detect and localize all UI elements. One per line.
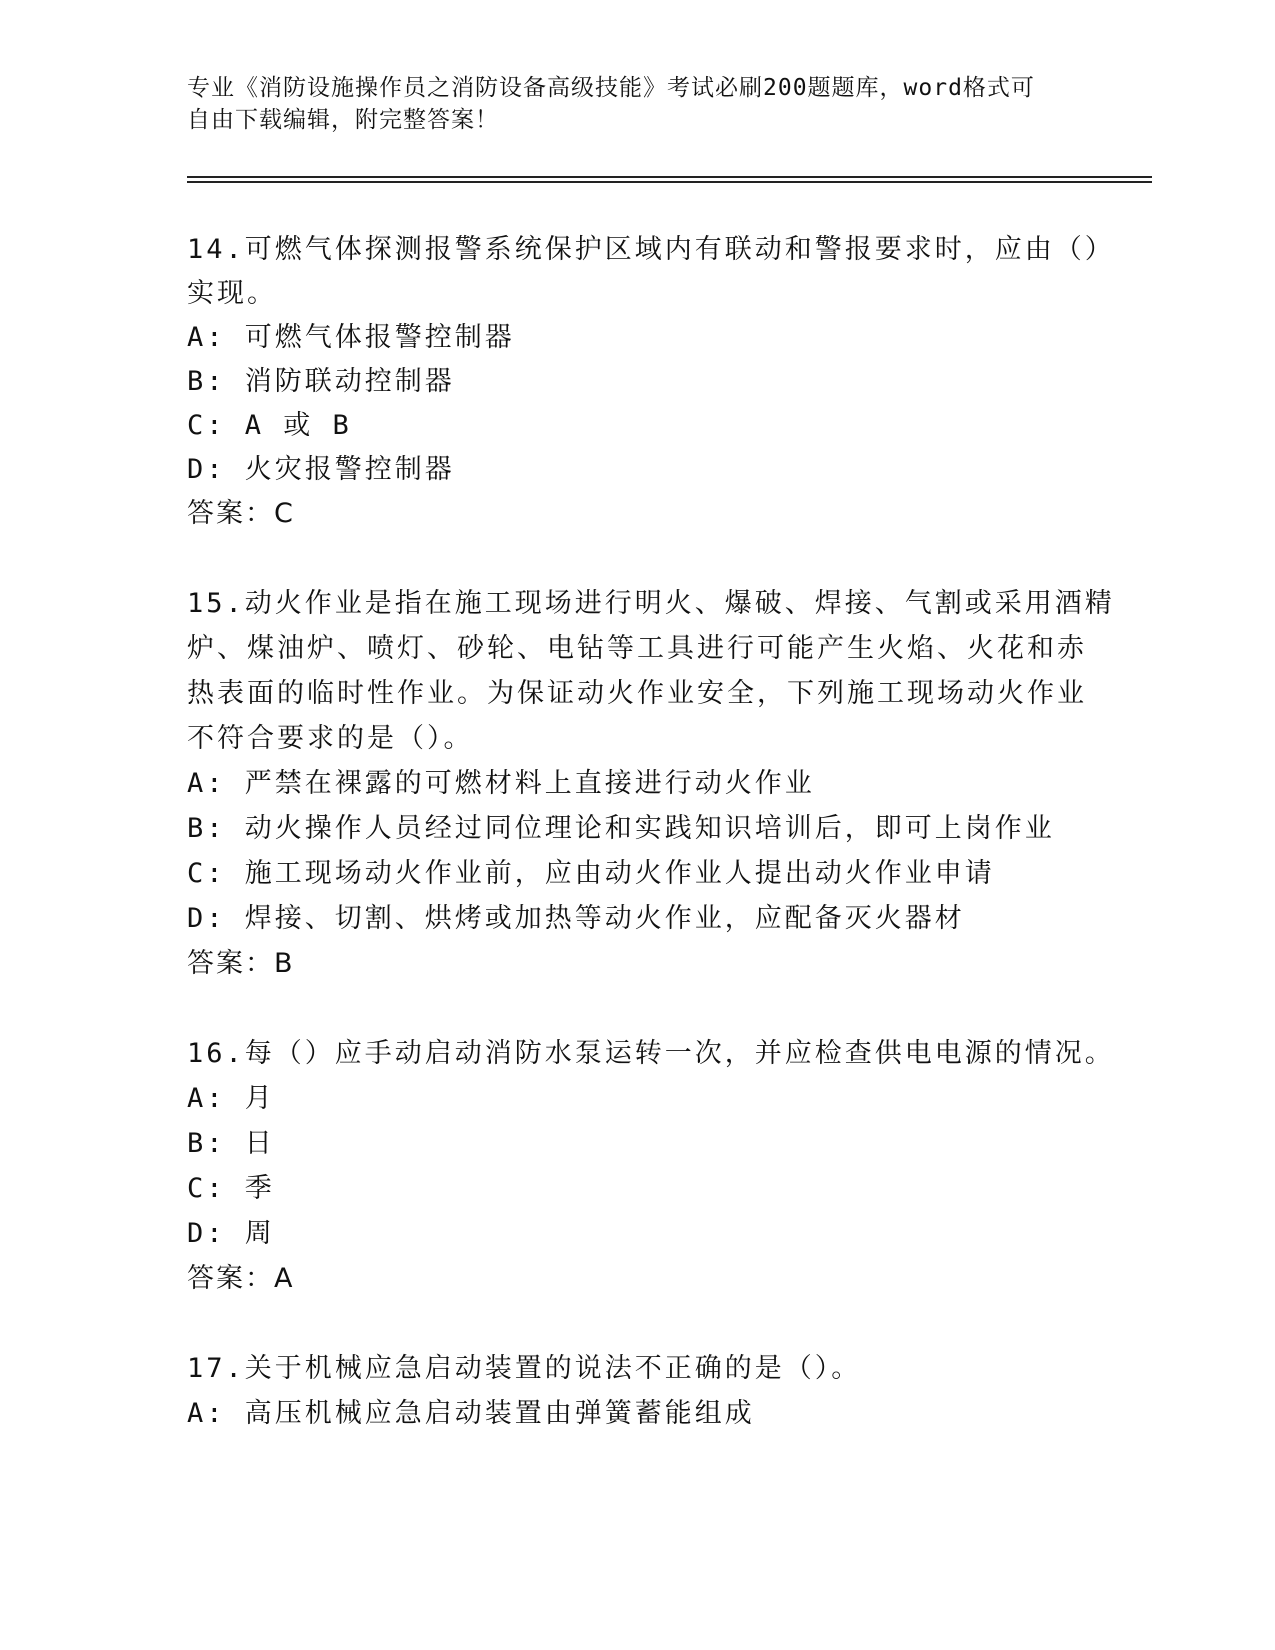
question-16-option-c: C: 季 <box>187 1173 275 1204</box>
question-16-stem-line-1: 16.每（）应手动启动消防水泵运转一次，并应检查供电电源的情况。 <box>187 1038 1115 1069</box>
question-16-option-b: B: 日 <box>187 1128 275 1159</box>
question-14-stem-line-2: 实现。 <box>187 278 277 309</box>
question-15-stem-line-2: 炉、煤油炉、喷灯、砂轮、电钻等工具进行可能产生火焰、火花和赤 <box>187 633 1087 664</box>
question-14-option-a: A: 可燃气体报警控制器 <box>187 322 515 353</box>
question-16-option-d: D: 周 <box>187 1218 275 1249</box>
question-14-stem-line-1: 14.可燃气体探测报警系统保护区域内有联动和警报要求时，应由（） <box>187 234 1115 265</box>
question-16-option-a: A: 月 <box>187 1083 275 1114</box>
question-17-stem-line-1: 17.关于机械应急启动装置的说法不正确的是（）。 <box>187 1353 862 1384</box>
question-15-option-d: D: 焊接、切割、烘烤或加热等动火作业，应配备灭火器材 <box>187 903 965 934</box>
question-15-option-a: A: 严禁在裸露的可燃材料上直接进行动火作业 <box>187 768 815 799</box>
question-15-answer: 答案：B <box>187 948 295 979</box>
question-14-option-d: D: 火灾报警控制器 <box>187 454 455 485</box>
question-17-option-a: A: 高压机械应急启动装置由弹簧蓄能组成 <box>187 1398 755 1429</box>
question-15-stem-line-3: 热表面的临时性作业。为保证动火作业安全，下列施工现场动火作业 <box>187 678 1087 709</box>
header-line-2: 自由下载编辑，附完整答案！ <box>187 107 499 133</box>
question-14-option-b: B: 消防联动控制器 <box>187 366 455 397</box>
header-divider-bottom <box>187 181 1152 183</box>
question-16-answer: 答案：A <box>187 1263 295 1294</box>
header-divider-top <box>187 176 1152 178</box>
question-15-option-b: B: 动火操作人员经过同位理论和实践知识培训后，即可上岗作业 <box>187 813 1055 844</box>
header-line-1: 专业《消防设施操作员之消防设备高级技能》考试必刷200题题库，word格式可 <box>187 75 1035 101</box>
question-15-stem-line-1: 15.动火作业是指在施工现场进行明火、爆破、焊接、气割或采用酒精 <box>187 588 1115 619</box>
question-15-stem-line-4: 不符合要求的是（）。 <box>187 723 474 754</box>
question-14-option-c: C: A 或 B <box>187 410 352 441</box>
question-15-option-c: C: 施工现场动火作业前，应由动火作业人提出动火作业申请 <box>187 858 995 889</box>
document-header <box>187 72 1067 136</box>
question-14-answer: 答案：C <box>187 498 295 529</box>
